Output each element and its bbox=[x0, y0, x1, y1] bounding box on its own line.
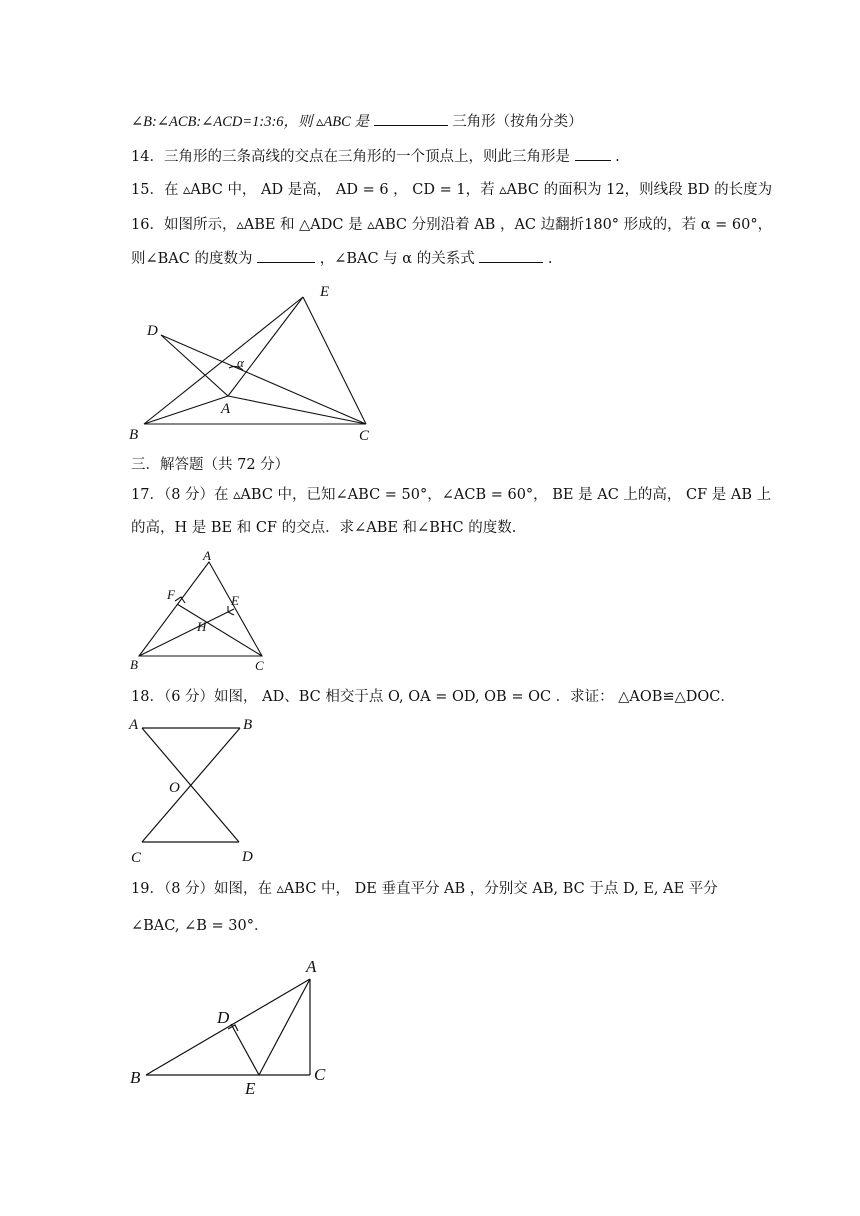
q17-line-1 bbox=[131, 485, 771, 505]
q13-tail: 三角形（按角分类） bbox=[452, 114, 583, 130]
q14-period: . bbox=[615, 149, 620, 165]
q19-text-1: 19．（8 分）如图，在 ▵ABC 中， DE 垂直平分 AB ，分别交 AB, BC 于点 D, E, AE 平分 bbox=[131, 881, 718, 897]
figure-16 bbox=[125, 280, 385, 445]
fig19-label-B: B bbox=[130, 1068, 141, 1087]
fig17-label-B: B bbox=[130, 657, 138, 672]
answer-blank-16b[interactable] bbox=[479, 248, 543, 263]
fig18-label-B: B bbox=[243, 717, 253, 733]
q14-text: 14．三角形的三条高线的交点在三角形的一个顶点上，则此三角形是 bbox=[131, 149, 570, 165]
q18-line bbox=[131, 687, 735, 707]
fig17-label-E: E bbox=[231, 593, 239, 608]
fig16-label-C: C bbox=[359, 428, 370, 444]
q16-line-2 bbox=[131, 248, 553, 269]
fig19-label-E: E bbox=[245, 1079, 256, 1098]
q16-text-2a: 则∠BAC 的度数为 bbox=[131, 251, 253, 267]
q15-line bbox=[131, 180, 772, 200]
fig18-label-C: C bbox=[131, 850, 142, 866]
fig18-label-O: O bbox=[169, 780, 180, 796]
q19-text-2: ∠BAC, ∠B = 30°． bbox=[131, 918, 269, 934]
q17-line-2 bbox=[131, 518, 516, 538]
fig19-label-C: C bbox=[314, 1065, 326, 1084]
q16-period: . bbox=[547, 251, 553, 267]
fig17-label-H: H bbox=[197, 619, 207, 634]
q19-line-1 bbox=[131, 879, 718, 899]
q16-line-1 bbox=[131, 215, 772, 235]
fig16-label-E: E bbox=[320, 284, 330, 300]
section-3-title: 三．解答题（共 72 分） bbox=[131, 457, 290, 473]
fig19-label-D: D bbox=[217, 1008, 230, 1027]
fig19-label-A: A bbox=[306, 957, 317, 976]
fig18-label-A: A bbox=[129, 717, 139, 733]
fig16-label-D: D bbox=[147, 323, 158, 339]
q16-text-2b: ，∠BAC 与 α 的关系式 bbox=[319, 251, 475, 267]
figure-19 bbox=[125, 955, 345, 1100]
fig16-label-A: A bbox=[221, 401, 231, 417]
answer-blank-16a[interactable] bbox=[257, 248, 315, 263]
fig17-label-A: A bbox=[203, 548, 211, 563]
q15-text: 15．在 ▵ABC 中， AD 是高， AD = 6 ， CD = 1，若 ▵ABC 的面积为 12，则线段 BD 的长度为 bbox=[131, 182, 773, 198]
fig18-label-D: D bbox=[242, 849, 253, 865]
q13-tail-line bbox=[131, 111, 583, 132]
q17-text-1: 17．（8 分）在 ▵ABC 中，已知∠ABC = 50°，∠ACB = 60°， BE 是 AC 上的高， CF 是 AB 上 bbox=[131, 487, 772, 503]
q17-text-2: 的高，H 是 BE 和 CF 的交点．求∠ABE 和∠BHC 的度数. bbox=[131, 520, 517, 536]
q13-text: ∠B:∠ACB:∠ACD=1:3:6，则 ▵ABC 是 bbox=[131, 114, 369, 130]
figure-18 bbox=[125, 713, 275, 868]
section-3-heading bbox=[131, 455, 289, 475]
figure-17 bbox=[125, 548, 285, 673]
fig16-label-B: B bbox=[129, 427, 139, 443]
answer-blank-14[interactable] bbox=[575, 146, 611, 161]
fig17-label-F: F bbox=[167, 587, 175, 602]
fig17-label-C: C bbox=[255, 658, 264, 673]
q14-line bbox=[131, 146, 620, 167]
answer-blank-13[interactable] bbox=[374, 111, 448, 126]
q16-text-1: 16．如图所示，▵ABE 和 △ADC 是 ▵ABC 分别沿着 AB ，AC 边翻折180° 形成的，若 α = 60°， bbox=[131, 217, 773, 233]
fig16-label-alpha: α bbox=[237, 355, 244, 370]
q19-line-2 bbox=[131, 916, 268, 936]
q18-text: 18．（6 分）如图， AD、BC 相交于点 O, OA = OD, OB = OC ．求证： △AOB≌△DOC． bbox=[131, 689, 735, 705]
